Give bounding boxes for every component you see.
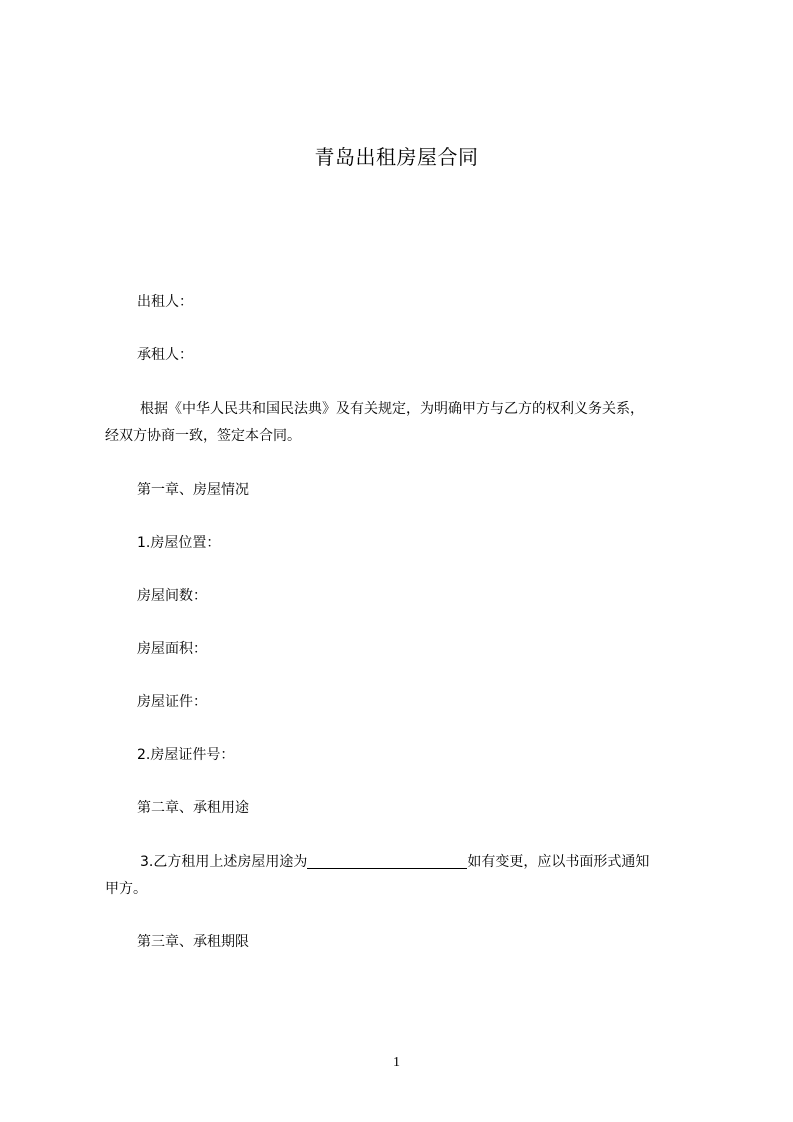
- chapter-1-heading: 第一章、房屋情况: [137, 482, 249, 498]
- item-2-certificate-number: 2.房屋证件号：: [137, 747, 235, 763]
- item-3-prefix: 3.乙方租用上述房屋用途为: [140, 854, 308, 870]
- intro-paragraph-line2: 经双方协商一致，签定本合同。: [105, 428, 301, 444]
- usage-blank-field[interactable]: [307, 852, 467, 869]
- lessee-label: 承租人：: [137, 347, 193, 363]
- house-area: 房屋面积：: [137, 641, 207, 657]
- item-3-suffix: 如有变更，应以书面形式通知: [467, 854, 650, 870]
- house-certificate: 房屋证件：: [137, 694, 207, 710]
- item-1-house-location: 1.房屋位置：: [137, 535, 221, 551]
- lessor-label: 出租人：: [137, 294, 193, 310]
- document-title: 青岛出租房屋合同: [314, 145, 479, 169]
- chapter-2-heading: 第二章、承租用途: [137, 800, 249, 816]
- page-number: 1: [393, 1055, 400, 1070]
- chapter-3-heading: 第三章、承租期限: [137, 934, 249, 950]
- item-3-usage-line: [140, 852, 649, 872]
- item-3-line2: 甲方。: [105, 881, 147, 897]
- house-room-count: 房屋间数：: [137, 588, 207, 604]
- intro-paragraph-line1: 根据《中华人民共和国民法典》及有关规定，为明确甲方与乙方的权利义务关系，: [140, 401, 644, 417]
